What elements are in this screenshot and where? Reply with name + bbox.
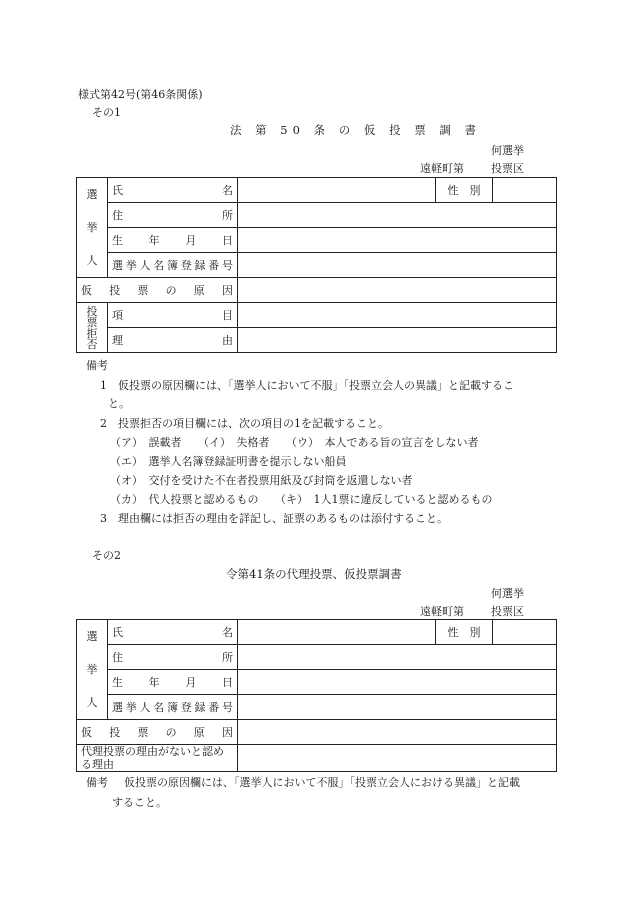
- field-name[interactable]: [238, 178, 436, 203]
- section1-district-top: 何選挙: [491, 144, 524, 157]
- section2-district-town: 遠軽町第: [420, 605, 464, 618]
- label-reason: 理 由: [108, 328, 238, 353]
- field-birth[interactable]: [238, 228, 557, 253]
- label-register-no: 選 挙 人 名 簿 登 録 番 号: [108, 695, 238, 720]
- note-line: 1 仮投票の原因欄には、「選挙人において不服」「投票立会人の異議」と記載するこ: [100, 379, 514, 392]
- label-address: 住 所: [108, 203, 238, 228]
- label-temp-vote-reason: 仮 投 票 の 原 因: [77, 278, 238, 303]
- label-birth: 生 年 月 日: [108, 228, 238, 253]
- section2-title: 令第41条の代理投票、仮投票調書: [226, 567, 402, 581]
- note-line: 仮投票の原因欄には、「選挙人において不服」「投票立会人における異議」と記載: [124, 776, 520, 789]
- note-line: （カ） 代人投票と認めるもの （キ） 1人1票に違反していると認めるもの: [110, 493, 493, 506]
- section2-notes-heading: 備考: [86, 776, 108, 789]
- field-address[interactable]: [238, 645, 557, 670]
- label-proxy-reason: 代理投票の理由がないと認める理由: [77, 745, 238, 772]
- note-line: と。: [108, 397, 130, 410]
- field-gender[interactable]: [493, 620, 557, 645]
- field-temp-vote-reason[interactable]: [238, 720, 557, 745]
- label-name: 氏 名: [108, 178, 238, 203]
- field-proxy-reason[interactable]: [238, 745, 557, 772]
- field-register-no[interactable]: [238, 253, 557, 278]
- field-gender[interactable]: [493, 178, 557, 203]
- note-line: （ア） 誤載者 （イ） 失格者 （ウ） 本人である旨の宣言をしない者: [110, 436, 479, 449]
- note-line: （オ） 交付を受けた不在者投票用紙及び封筒を返還しない者: [110, 474, 413, 487]
- section1-title: 法 第 50 条 の 仮 投 票 調 書: [230, 123, 482, 137]
- label-birth: 生 年 月 日: [108, 670, 238, 695]
- label-address: 住 所: [108, 645, 238, 670]
- field-reason[interactable]: [238, 328, 557, 353]
- part1-label: その1: [92, 106, 121, 119]
- label-gender: 性 別: [436, 620, 493, 645]
- note-line: （エ） 選挙人名簿登録証明書を提示しない船員: [110, 455, 347, 468]
- field-name[interactable]: [238, 620, 436, 645]
- field-temp-vote-reason[interactable]: [238, 278, 557, 303]
- form-number: 様式第42号(第46条関係): [78, 88, 203, 101]
- note-line: すること。: [112, 796, 167, 809]
- group-kyohi: 投 票 拒 否: [77, 303, 108, 353]
- section1-notes-heading: 備考: [86, 359, 108, 372]
- note-line: 2 投票拒否の項目欄には、次の項目の1を記載すること。: [100, 417, 389, 430]
- label-item: 項 目: [108, 303, 238, 328]
- section1-form-table: [76, 177, 557, 353]
- section2-district-ward: 投票区: [491, 605, 524, 618]
- section1-district-town: 遠軽町第: [420, 162, 464, 175]
- part2-label: その2: [92, 549, 121, 562]
- label-gender: 性 別: [436, 178, 493, 203]
- section2-form-table: [76, 619, 557, 772]
- group-senkyonin: 選 挙 人: [77, 620, 108, 720]
- group-senkyonin: 選 挙 人: [77, 178, 108, 278]
- section2-district-top: 何選挙: [491, 587, 524, 600]
- field-address[interactable]: [238, 203, 557, 228]
- label-register-no: 選 挙 人 名 簿 登 録 番 号: [108, 253, 238, 278]
- note-line: 3 理由欄には拒否の理由を詳記し、証票のあるものは添付すること。: [100, 512, 448, 525]
- label-temp-vote-reason: 仮 投 票 の 原 因: [77, 720, 238, 745]
- field-register-no[interactable]: [238, 695, 557, 720]
- label-name: 氏 名: [108, 620, 238, 645]
- section1-district-ward: 投票区: [491, 162, 524, 175]
- field-item[interactable]: [238, 303, 557, 328]
- field-birth[interactable]: [238, 670, 557, 695]
